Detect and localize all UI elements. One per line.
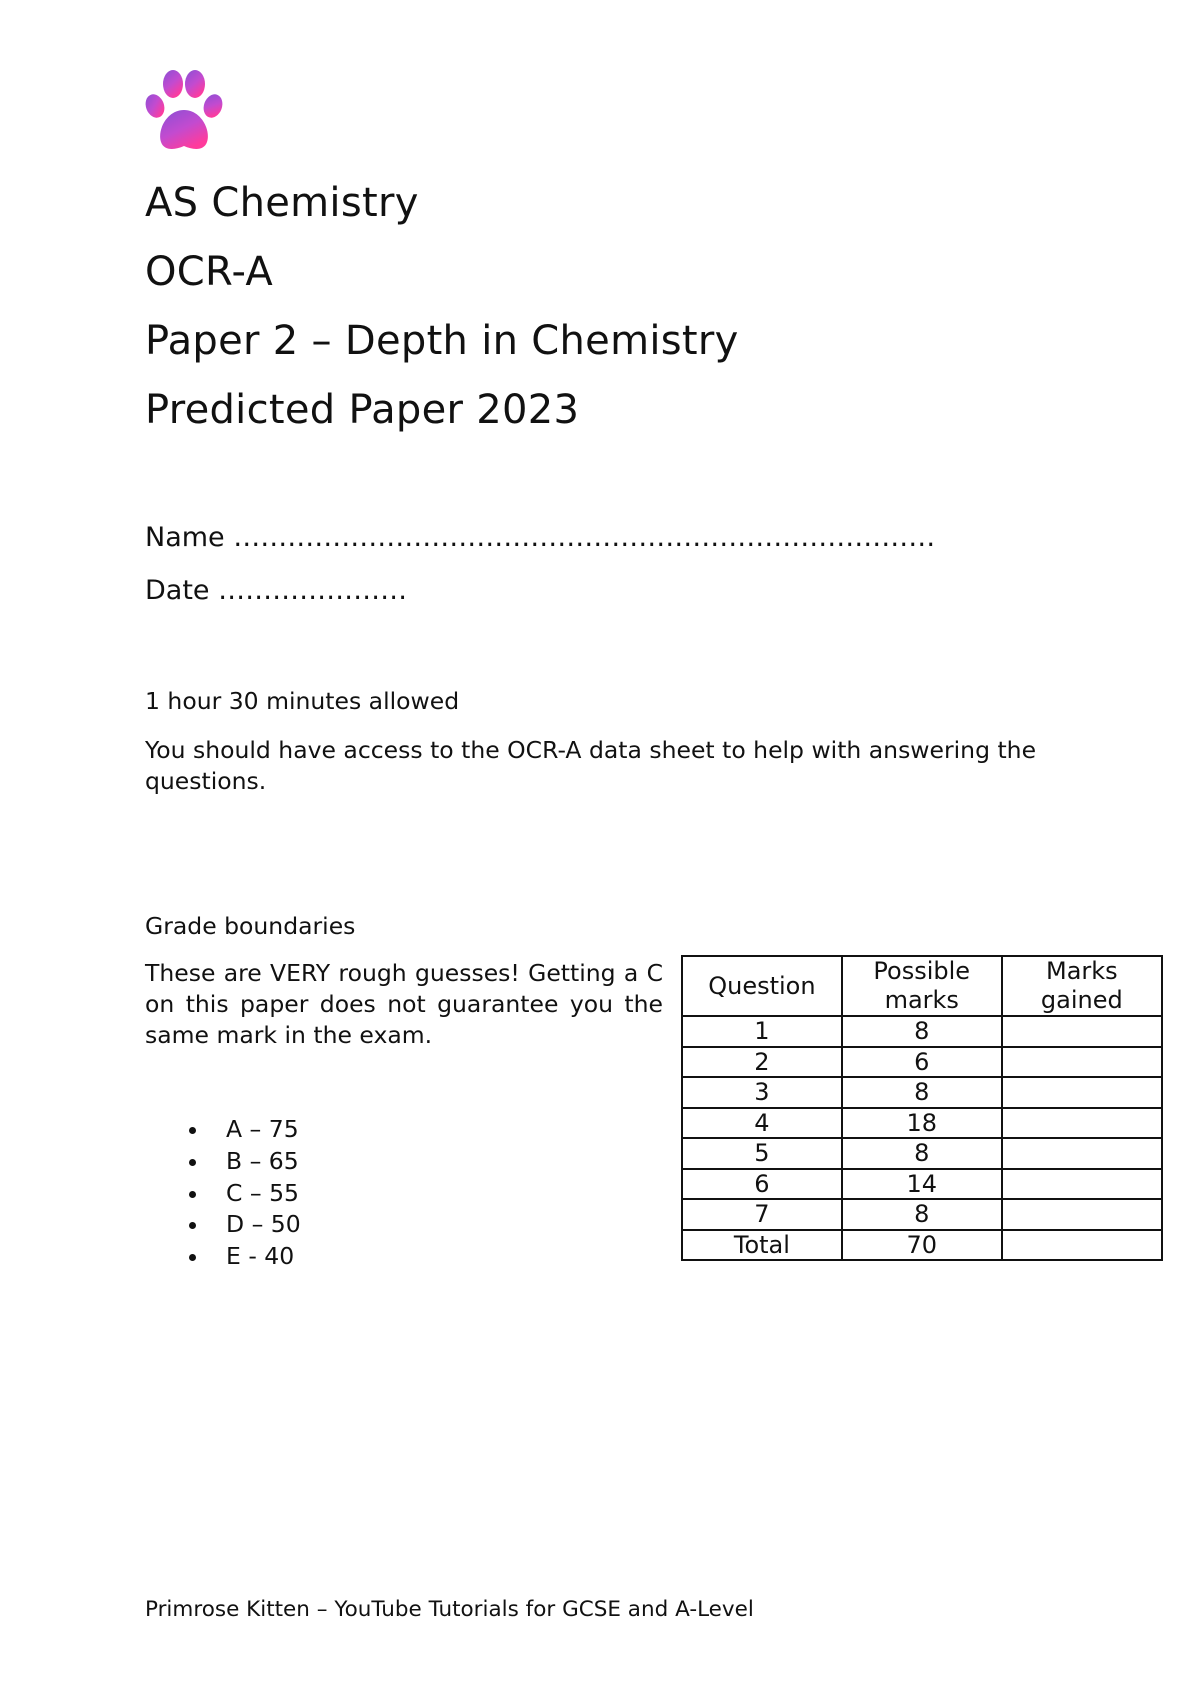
time-allowed: 1 hour 30 minutes allowed	[145, 687, 460, 715]
marks-gained-cell[interactable]	[1002, 1199, 1162, 1230]
paper-subtitle: Predicted Paper 2023	[145, 387, 580, 433]
table-row	[682, 1138, 1162, 1169]
marks-gained-cell[interactable]	[1002, 1016, 1162, 1047]
possible-marks-cell: 8	[842, 1016, 1002, 1047]
question-cell: 3	[682, 1077, 842, 1108]
possible-marks-cell: 8	[842, 1077, 1002, 1108]
name-field[interactable]: Name ……………………………………………………………………	[145, 522, 936, 553]
column-header-marks-gained: Marks gained	[1002, 956, 1162, 1016]
possible-marks-cell: 14	[842, 1169, 1002, 1200]
grade-list	[176, 1114, 301, 1273]
marks-table	[681, 955, 1163, 1261]
question-cell: 7	[682, 1199, 842, 1230]
marks-gained-cell[interactable]	[1002, 1138, 1162, 1169]
question-cell: 6	[682, 1169, 842, 1200]
footer-credit: Primrose Kitten – YouTube Tutorials for GCSE and A-Level	[145, 1597, 754, 1622]
question-cell: 2	[682, 1047, 842, 1078]
marks-gained-cell[interactable]	[1002, 1077, 1162, 1108]
table-row	[682, 1199, 1162, 1230]
question-cell: 1	[682, 1016, 842, 1047]
table-row	[682, 1016, 1162, 1047]
marks-gained-cell[interactable]	[1002, 1108, 1162, 1139]
date-field[interactable]: Date …………………	[145, 575, 408, 606]
grade-item-c: C – 55	[176, 1178, 301, 1210]
possible-marks-cell: 8	[842, 1199, 1002, 1230]
column-header-question: Question	[682, 956, 842, 1016]
grade-item-d: D – 50	[176, 1209, 301, 1241]
paw-print-logo	[145, 68, 223, 154]
column-header-possible-marks: Possible marks	[842, 956, 1002, 1016]
grade-item-a: A – 75	[176, 1114, 301, 1146]
table-row	[682, 1077, 1162, 1108]
grade-item-b: B – 65	[176, 1146, 301, 1178]
paper-title: Paper 2 – Depth in Chemistry	[145, 318, 739, 364]
total-label-cell: Total	[682, 1230, 842, 1261]
possible-marks-cell: 18	[842, 1108, 1002, 1139]
subject-title: AS Chemistry	[145, 180, 419, 226]
grade-boundaries-heading: Grade boundaries	[145, 912, 356, 940]
marks-gained-cell[interactable]	[1002, 1169, 1162, 1200]
total-marks-gained-cell[interactable]	[1002, 1230, 1162, 1261]
possible-marks-cell: 6	[842, 1047, 1002, 1078]
table-row	[682, 1108, 1162, 1139]
table-row	[682, 1047, 1162, 1078]
table-row	[682, 1169, 1162, 1200]
grade-item-e: E - 40	[176, 1241, 301, 1273]
marks-gained-cell[interactable]	[1002, 1047, 1162, 1078]
grade-boundaries-note: These are VERY rough guesses! Getting a C on this paper does not guarantee you the same mark in the exam.	[145, 959, 663, 1049]
table-header-row	[682, 956, 1162, 1016]
exam-board: OCR-A	[145, 249, 274, 295]
table-total-row	[682, 1230, 1162, 1261]
data-sheet-note: You should have access to the OCR-A data sheet to help with answering the questions.	[145, 736, 1037, 795]
question-cell: 5	[682, 1138, 842, 1169]
possible-marks-cell: 8	[842, 1138, 1002, 1169]
total-possible-marks-cell: 70	[842, 1230, 1002, 1261]
question-cell: 4	[682, 1108, 842, 1139]
